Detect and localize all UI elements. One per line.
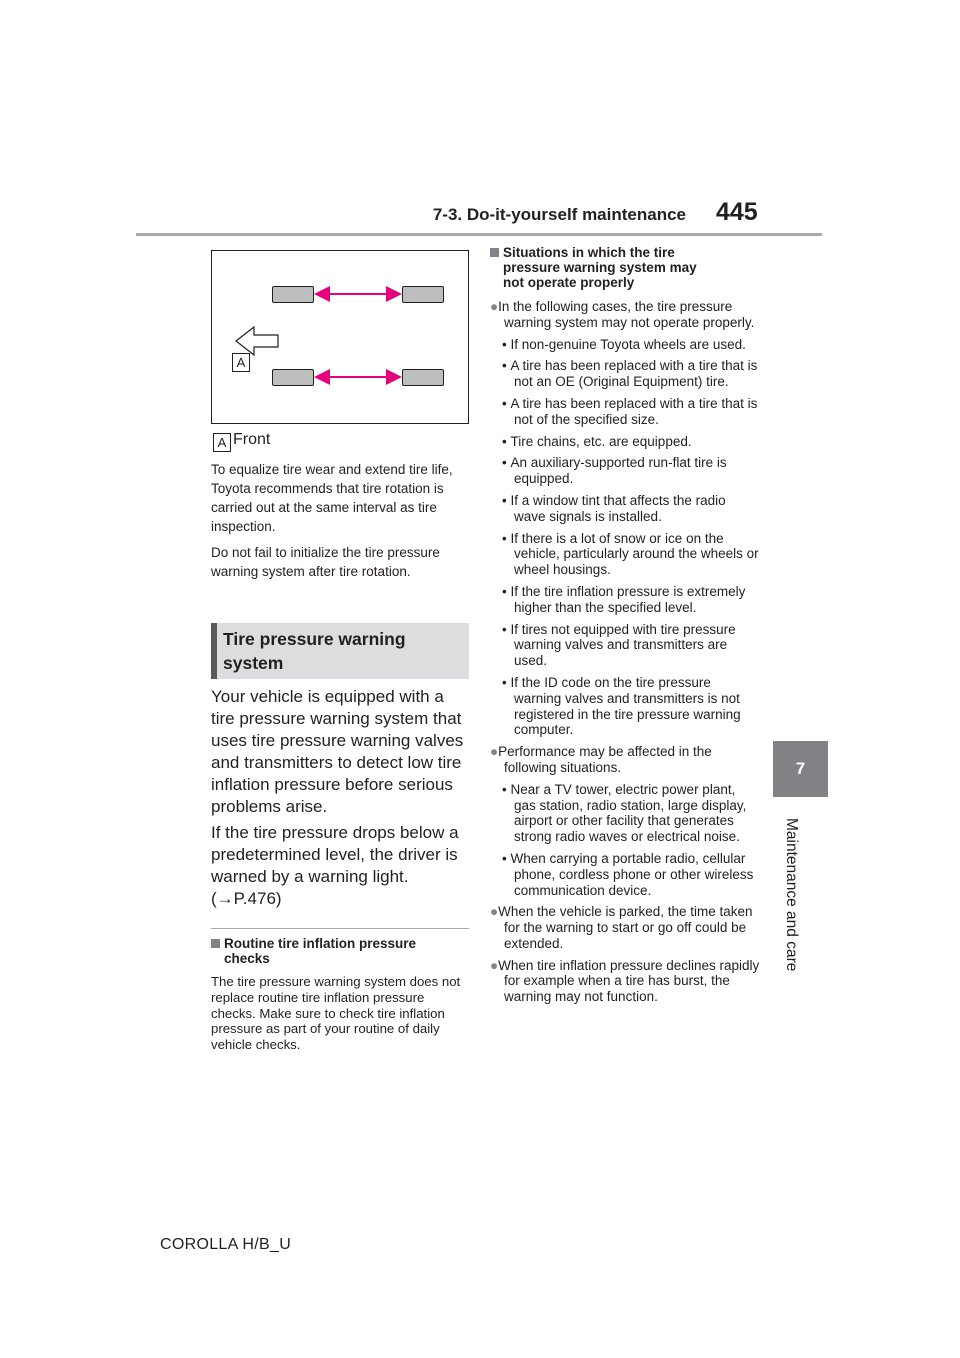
sublist-item-text: An auxiliary-supported run-flat tire is equipped. xyxy=(510,455,727,487)
section-heading xyxy=(223,627,406,675)
sublist-item-text: When carrying a portable radio, cellular phone, cordless phone or other wireless communication device. xyxy=(510,850,754,898)
chapter-tab: 7 xyxy=(773,741,828,797)
section-heading-accent xyxy=(211,623,217,679)
sublist-item-text: If a window tint that affects the radio wave signals is installed. xyxy=(510,492,726,524)
list-item xyxy=(490,904,760,951)
chapter-label-text: Maintenance and care xyxy=(783,818,800,972)
sublist-item-text: Tire chains, etc. are equipped. xyxy=(510,433,692,449)
paragraph-routine-checks: The tire pressure warning system does not replace routine tire inflation pressure checks. Make sure to check tire inflation pressure as part of your routine of daily vehicle checks. xyxy=(211,974,461,1053)
front-arrow-icon xyxy=(236,327,278,355)
paragraph-initialize: Do not fail to initialize the tire pressure warning system after tire rotation. xyxy=(211,545,440,579)
list-item-text: When the vehicle is parked, the time taken for the warning to start or go off could be extended. xyxy=(498,904,753,951)
sublist-item-text: If tires not equipped with tire pressure warning valves and transmitters are used. xyxy=(510,621,736,669)
tire-rotation-diagram xyxy=(211,250,469,424)
subheading-line1: Routine tire inflation pressure xyxy=(224,936,417,951)
circle-bullet-icon: ● xyxy=(490,957,499,973)
subheading-line2: checks xyxy=(224,951,270,966)
sublist-item: • When carrying a portable radio, cellular phone, cordless phone or other wireless communication device. xyxy=(502,850,754,898)
section-heading-bar xyxy=(211,623,469,679)
list-item-text: When tire inflation pressure declines rapidly for example when a tire has burst, the warning may not function. xyxy=(498,957,760,1005)
subheading-routine-checks xyxy=(211,936,469,966)
sublist-item-text: If non-genuine Toyota wheels are used. xyxy=(510,336,746,352)
rotation-arrows xyxy=(212,251,468,423)
subheading-line2: pressure warning system may xyxy=(503,260,697,275)
sublist-item-text: If the ID code on the tire pressure warning valves and transmitters is not registered in the tire pressure warning computer. xyxy=(510,674,741,738)
sublist-item-text: A tire has been replaced with a tire that is not an OE (Original Equipment) tire. xyxy=(510,358,758,390)
subheading-line1: Situations in which the tire xyxy=(503,245,675,260)
page-reference-link[interactable]: (→P.476) xyxy=(211,889,282,908)
sublist-item: • Tire chains, etc. are equipped. xyxy=(502,433,692,449)
circle-bullet-icon: ● xyxy=(490,904,499,920)
section-heading-line2: system xyxy=(223,653,284,673)
list-item-text: Performance may be affected in the following situations. xyxy=(498,744,712,775)
paragraph-warning xyxy=(211,822,469,910)
header-rule xyxy=(136,233,822,236)
sublist-item: • If tires not equipped with tire pressure warning valves and transmitters are used. xyxy=(502,621,736,669)
sublist-item-text: A tire has been replaced with a tire that is not of the specified size. xyxy=(510,395,758,427)
paragraph-rotation: To equalize tire wear and extend tire life, Toyota recommends that tire rotation is carried out at the same interval as tire inspection. xyxy=(211,462,453,534)
chapter-label xyxy=(776,818,806,998)
model-code: COROLLA H/B_U xyxy=(160,1236,292,1253)
paragraph-system-intro: Your vehicle is equipped with a tire pressure warning system that uses tire pressure warning valves and transmitters to detect low tire inflation pressure before serious problems arise. xyxy=(211,687,464,816)
legend-key: A xyxy=(213,433,231,452)
square-bullet-icon xyxy=(490,248,499,257)
sublist-item-text: Near a TV tower, electric power plant, gas station, radio station, large display, airport or other facility that generates strong radio waves or electrical noise. xyxy=(510,781,747,845)
legend-text: Front xyxy=(233,431,271,448)
sublist-item-text: If there is a lot of snow or ice on the vehicle, particularly around the wheels or wheel housings. xyxy=(510,530,759,578)
subheading-line3: not operate properly xyxy=(503,275,635,290)
situations-list xyxy=(490,299,760,1011)
diagram-label-a: A xyxy=(232,353,250,372)
circle-bullet-icon: ● xyxy=(490,299,499,314)
sublist-item: • A tire has been replaced with a tire that is not an OE (Original Equipment) tire. xyxy=(502,358,758,390)
list-item-text: In the following cases, the tire pressure warning system may not operate properly. xyxy=(498,299,755,330)
subheading-situations xyxy=(490,245,760,290)
list-item xyxy=(490,299,760,331)
section-heading-line1: Tire pressure warning xyxy=(223,629,406,649)
section-title: 7-3. Do-it-yourself maintenance xyxy=(432,205,686,224)
list-item xyxy=(490,744,760,776)
square-bullet-icon xyxy=(211,939,220,948)
divider xyxy=(211,928,469,929)
sublist xyxy=(490,782,760,899)
sublist xyxy=(490,337,760,739)
circle-bullet-icon: ● xyxy=(490,744,499,760)
sublist-item: • If a window tint that affects the radio wave signals is installed. xyxy=(502,492,726,524)
list-item xyxy=(490,958,760,1005)
sublist-item-text: If the tire inflation pressure is extremely higher than the specified level. xyxy=(510,583,746,615)
sublist-item: • A tire has been replaced with a tire that is not of the specified size. xyxy=(502,395,758,427)
sublist-item: • If non-genuine Toyota wheels are used. xyxy=(502,336,746,352)
sublist-item: • An auxiliary-supported run-flat tire is equipped. xyxy=(502,455,727,487)
sublist-item: • If the tire inflation pressure is extremely higher than the specified level. xyxy=(502,583,746,615)
sublist-item: • If there is a lot of snow or ice on the vehicle, particularly around the wheels or wheel housings. xyxy=(502,530,759,578)
sublist-item: • If the ID code on the tire pressure warning valves and transmitters is not registered in the tire pressure warning computer. xyxy=(502,674,741,738)
sublist-item: • Near a TV tower, electric power plant, gas station, radio station, large display, airport or other facility that generates strong radio waves or electrical noise. xyxy=(502,781,747,845)
paragraph-warning-text: If the tire pressure drops below a predetermined level, the driver is warned by a warning light. xyxy=(211,823,459,886)
page-number: 445 xyxy=(716,198,758,226)
